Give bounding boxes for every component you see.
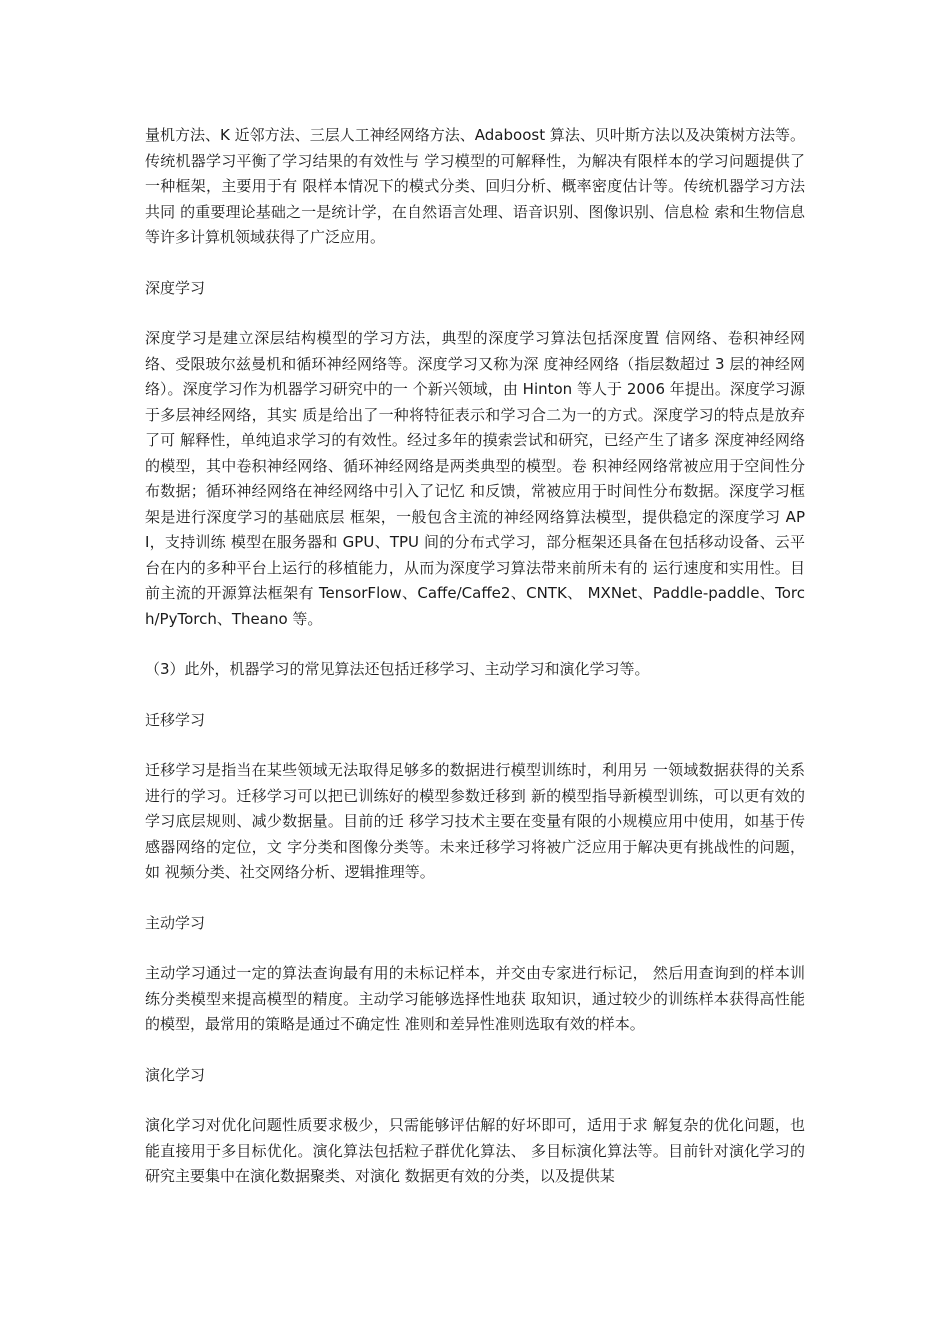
paragraph-deep-learning: 深度学习是建立深层结构模型的学习方法，典型的深度学习算法包括深度置 信网络、卷积神经网络、受限玻尔兹曼机和循环神经网络等。深度学习又称为深 度神经网络（指层数超过 3 层的神经网络）。深度学习作为机器学习研究中的一 个新兴领域，由 Hinton 等人于 2006 年提出。深度学习源于多层神经网络，其实 质是给出了一种将特征表示和学习合二为一的方式。深度学习的特点是放弃了可 解释性，单纯追求学习的有效性。经过多年的摸索尝试和研究，已经产生了诸多 深度神经网络的模型，其中卷积神经网络、循环神经网络是两类典型的模型。卷 积神经网络常被应用于空间性分布数据；循环神经网络在神经网络中引入了记忆 和反馈，常被应用于时间性分布数据。深度学习框架是进行深度学习的基础底层 框架，一般包含主流的神经网络算法模型，提供稳定的深度学习 API，支持训练 模型在服务器和 GPU、TPU 间的分布式学习，部分框架还具备在包括移动设备、云平台在内的多种平台上运行的移植能力，从而为深度学习算法带来前所未有的 运行速度和实用性。目前主流的开源算法框架有 TensorFlow、Caffe/Caffe2、CNTK、 MXNet、Paddle-paddle、Torch/PyTorch、Theano 等。: [145, 329, 805, 628]
heading-evolutionary-learning: 演化学习: [145, 1065, 206, 1084]
heading-active-learning: 主动学习: [145, 913, 206, 932]
paragraph-active-learning: 主动学习通过一定的算法查询最有用的未标记样本，并交由专家进行标记， 然后用查询到的样本训练分类模型来提高模型的精度。主动学习能够选择性地获 取知识，通过较少的训练样本获得高性能的模型，最常用的策略是通过不确定性 准则和差异性准则选取有效的样本。: [145, 964, 805, 1033]
paragraph-traditional-ml: 量机方法、K 近邻方法、三层人工神经网络方法、Adaboost 算法、贝叶斯方法以及决策树方法等。传统机器学习平衡了学习结果的有效性与 学习模型的可解释性，为解决有限样本的学习问题提供了一种框架，主要用于有 限样本情况下的模式分类、回归分析、概率密度估计等。传统机器学习方法共同 的重要理论基础之一是统计学，在自然语言处理、语音识别、图像识别、信息检 索和生物信息等许多计算机领域获得了广泛应用。: [145, 126, 805, 246]
heading-transfer-learning: 迁移学习: [145, 710, 206, 729]
heading-deep-learning: 深度学习: [145, 278, 206, 297]
document-page: [145, 123, 805, 1190]
paragraph-transfer-learning: 迁移学习是指当在某些领域无法取得足够多的数据进行模型训练时，利用另 一领域数据获得的关系进行的学习。迁移学习可以把已训练好的模型参数迁移到 新的模型指导新模型训练，可以更有效的学习底层规则、减少数据量。目前的迁 移学习技术主要在变量有限的小规模应用中使用，如基于传感器网络的定位，文 字分类和图像分类等。未来迁移学习将被广泛应用于解决更有挑战性的问题，如 视频分类、社交网络分析、逻辑推理等。: [145, 761, 805, 881]
paragraph-evolutionary-learning: 演化学习对优化问题性质要求极少，只需能够评估解的好坏即可，适用于求 解复杂的优化问题，也能直接用于多目标优化。演化算法包括粒子群优化算法、 多目标演化算法等。目前针对演化学习的研究主要集中在演化数据聚类、对演化 数据更有效的分类，以及提供某: [145, 1116, 805, 1185]
paragraph-other-algorithms: （3）此外，机器学习的常见算法还包括迁移学习、主动学习和演化学习等。: [145, 660, 650, 678]
